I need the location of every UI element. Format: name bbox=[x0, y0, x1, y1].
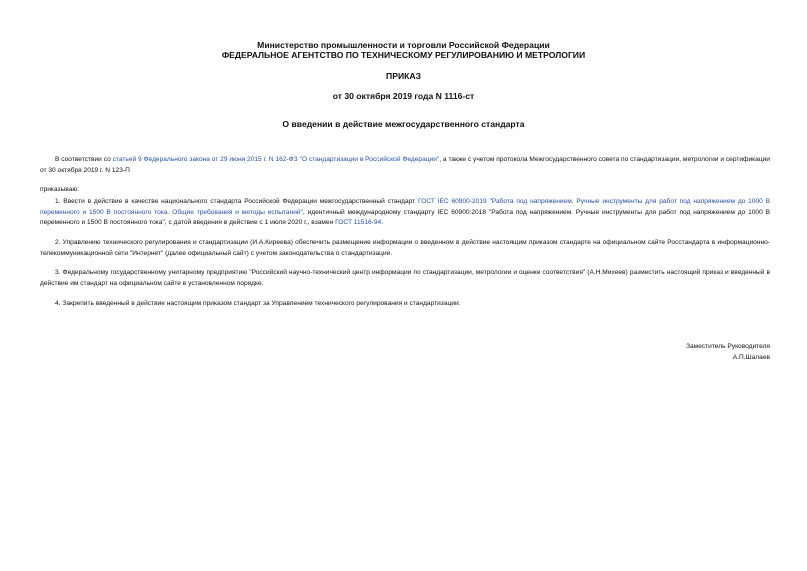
order-date-number: от 30 октября 2019 года N 1116-ст bbox=[332, 91, 475, 101]
item-1-paragraph bbox=[40, 197, 770, 229]
item-1-text-middle: , идентичный международному стандарту IEC 60900:2018 "Работа под напряжением. Ручные инструменты для работ под напряжением до 1000 В переменного и 1500 В постоянного тока", с датой введения в действие с 1 июля 2020 г., взамен bbox=[40, 208, 770, 227]
signatory-position: Заместитель Руководителя bbox=[686, 343, 770, 350]
item-4-text: 4. Закрепить введенный в действие настоящим приказом стандарт за Управлением технического регулирования и стандартизации. bbox=[55, 300, 461, 307]
order-title: О введении в действие межгосударственного стандарта bbox=[282, 119, 525, 129]
item-2-paragraph bbox=[40, 238, 770, 259]
signature-block bbox=[686, 341, 770, 363]
signatory-name: А.П.Шалаев bbox=[732, 354, 770, 361]
agency-heading: ФЕДЕРАЛЬНОЕ АГЕНТСТВО ПО ТЕХНИЧЕСКОМУ РЕГУЛИРОВАНИЮ И МЕТРОЛОГИИ bbox=[221, 50, 586, 60]
gost-iec-60900-link[interactable]: ГОСТ IEC 60900-2019 "Работа под напряжением. Ручные инструменты для работ под напряжением до 1000 В переменного и 1500 В постоянного тока. Общие требования и методы испытаний" bbox=[40, 198, 770, 216]
item-3-paragraph bbox=[40, 268, 770, 289]
preamble-text-before: В соответствии со bbox=[55, 156, 113, 163]
gost-11516-link[interactable]: ГОСТ 11516-94 bbox=[335, 219, 382, 227]
preamble-text-after: , а также с учетом протокола Межгосударственного совета по стандартизации, метрологии и сертификации от 30 октября 2019 г. N 123-П bbox=[40, 156, 770, 174]
item-2-text: 2. Управлению технического регулирования и стандартизации (И.А.Киреева) обеспечить размещение информации о введенном в действие настоящим приказом стандарте на официальном сайте Росстандарта в информационно-телекоммуникационной сети "Интернет" (далее официальный сайт) с учетом законодательства о стандартизации. bbox=[40, 239, 770, 257]
federal-law-link[interactable]: статьей 9 Федерального закона от 29 июня 2015 г. N 162-ФЗ "О стандартизации в Российской Федерации" bbox=[112, 156, 440, 163]
order-type-heading: ПРИКАЗ bbox=[386, 71, 421, 81]
preamble-paragraph bbox=[40, 155, 770, 176]
item-4-paragraph bbox=[40, 299, 770, 310]
ministry-heading: Министерство промышленности и торговли Российской Федерации bbox=[257, 40, 550, 50]
item-3-text: 3. Федеральному государственному унитарному предприятию "Российский научно-технический центр информации по стандартизации, метрологии и оценке соответствия" (А.Н.Михеев) разместить настоящий приказ и введенный в действие им стандарт на официальном сайте в установленном порядке. bbox=[40, 269, 770, 287]
item-1-text-before: 1. Ввести в действие в качестве национального стандарта Российской Федерации межгосударственный стандарт bbox=[55, 198, 418, 205]
item-1-text-end: . bbox=[381, 219, 384, 227]
order-word: приказываю: bbox=[40, 186, 80, 193]
